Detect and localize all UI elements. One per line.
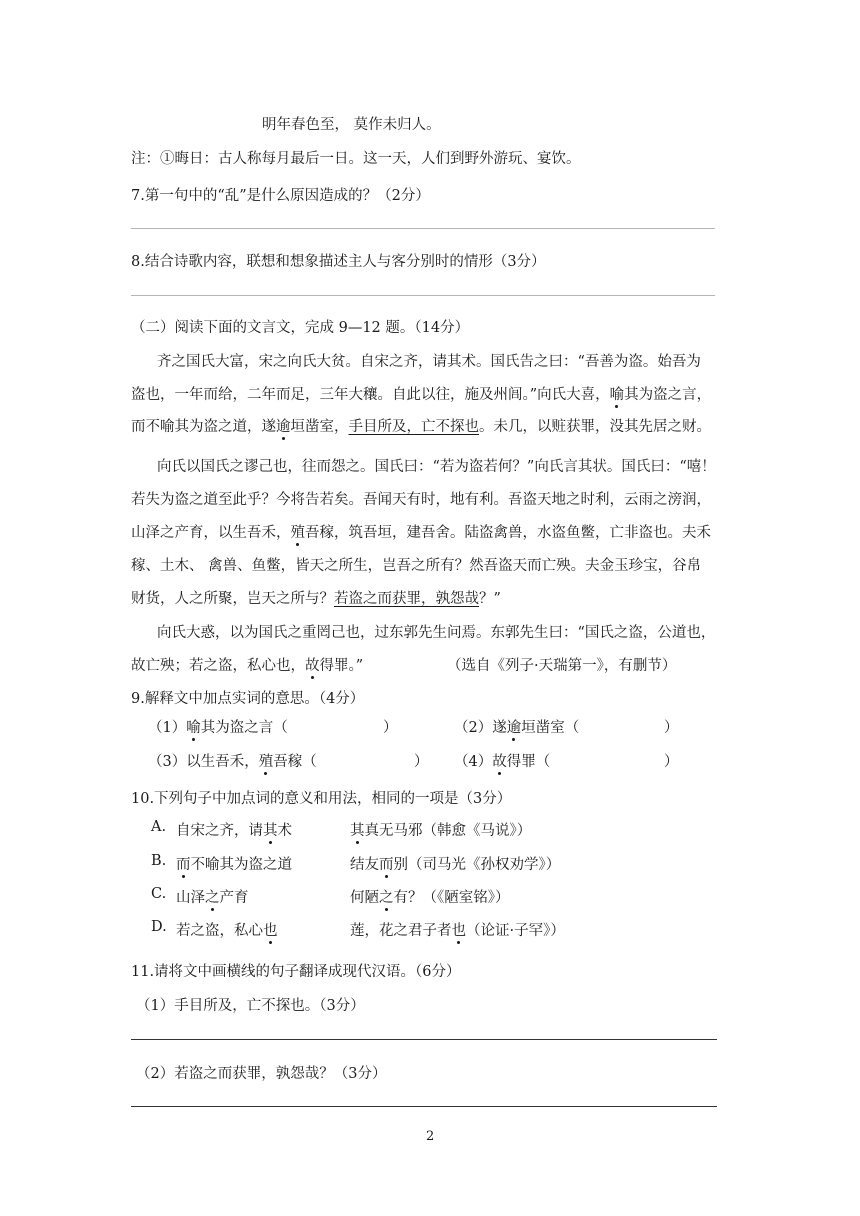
- question-8: 8.结合诗歌内容，联想和想象描述主人与客分别时的情形（3分）: [131, 254, 546, 270]
- dotted-word: 之: [205, 886, 220, 907]
- passage-source: （选自《列子·天瑞第一》，有删节）: [447, 658, 677, 674]
- page-number: 2: [426, 1129, 435, 1144]
- q10-option-left: 若之盗，私心也: [176, 919, 278, 940]
- q10-option-label: D.: [151, 919, 167, 935]
- passage-p2-line3: 山泽之产育，以生吾禾，殖吾稼，筑吾垣，建吾舍。陆盗禽兽，水盗鱼鳖，亡非盗也。夫禾: [131, 521, 711, 542]
- q11-sentence-2: （2）若盗之而获罪，孰怨哉？（3分）: [136, 1066, 387, 1082]
- q10-option-label: B.: [151, 853, 167, 869]
- answer-line-q11-2[interactable]: [131, 1106, 717, 1107]
- underlined-sentence-2: 若盗之而获罪，孰怨哉: [334, 591, 479, 607]
- poem-last-line: 明年春色至， 莫作未归人。: [262, 117, 441, 133]
- q9-item-2-close: ）: [664, 720, 679, 736]
- q10-option-label: A.: [151, 819, 167, 835]
- q10-option-right: 其真无马邪（韩愈《马说》）: [350, 819, 531, 840]
- poem-note: 注：①晦日：古人称每月最后一日。这一天，人们到野外游玩、宴饮。: [131, 151, 581, 167]
- passage-p2-line2: 若失为盗之道至此乎？今将告若矣。吾闻天有时，地有利。吾盗天地之时利，云雨之滂润，: [131, 492, 711, 508]
- dotted-word: 故: [305, 654, 320, 675]
- q10-option-label: C.: [151, 886, 167, 902]
- dotted-word: 而: [176, 853, 191, 874]
- passage-p1-line1: 齐之国氏大富，宋之向氏大贫。自宋之齐，请其术。国氏告之曰：“吾善为盗。始吾为: [157, 354, 701, 370]
- q10-option-right: 莲，花之君子者也（论证·子罕》）: [350, 919, 565, 940]
- q10-option-left: 而不喻其为盗之道: [176, 853, 292, 874]
- q10-option-right: 何陋之有？（《陋室铭》）: [350, 886, 510, 907]
- dotted-word: 逾: [507, 716, 522, 737]
- q9-item-3-close: ）: [414, 754, 429, 770]
- q10-option-left: 山泽之产育: [176, 886, 249, 907]
- q9-item-4-close: ）: [664, 754, 679, 770]
- dotted-word: 也: [452, 919, 467, 940]
- dotted-word: 殖: [259, 750, 274, 771]
- dotted-word: 喻: [610, 383, 625, 404]
- q10-option-right: 结友而别（司马光《孙权劝学》）: [350, 853, 560, 874]
- answer-line-q7[interactable]: [131, 228, 715, 229]
- question-10: 10.下列句子中加点词的意义和用法，相同的一项是（3分）: [131, 791, 512, 807]
- dotted-word: 其: [350, 819, 365, 840]
- dotted-word: 也: [263, 919, 278, 940]
- underlined-sentence-1: 手目所及，亡不探也: [348, 419, 479, 435]
- question-7: 7.第一句中的“乱”是什么原因造成的？（2分）: [131, 188, 430, 204]
- answer-line-q8[interactable]: [131, 295, 715, 296]
- section-2-heading: （二）阅读下面的文言文，完成 9—12 题。（14分）: [131, 320, 470, 336]
- q9-item-3: （3）以生吾禾，殖吾稼（: [148, 750, 317, 771]
- q11-sentence-1: （1）手目所及，亡不探也。（3分）: [136, 998, 365, 1014]
- passage-p1-line3: 而不喻其为盗之道，遂逾垣凿室，手目所及，亡不探也。未几，以赃获罪，没其先居之财。: [131, 415, 711, 436]
- question-9: 9.解释文中加点实词的意思。（4分）: [131, 691, 365, 707]
- dotted-word: 喻: [186, 716, 201, 737]
- q9-item-2: （2）遂逾垣凿室（: [454, 716, 579, 737]
- dotted-word: 其: [263, 819, 278, 840]
- passage-p2-line4: 稼、土木、 禽兽、鱼鳖，皆天之所生，岂吾之所有？然吾盗天而亡殃。夫金玉珍宝，谷帛: [131, 558, 702, 574]
- q9-item-1-close: ）: [383, 720, 398, 736]
- question-11: 11.请将文中画横线的句子翻译成现代汉语。（6分）: [131, 964, 461, 980]
- q9-item-4: （4）故得罪（: [454, 750, 550, 771]
- dotted-word: 之: [379, 886, 394, 907]
- passage-p3-line1: 向氏大惑，以为国氏之重罔己也，过东郭先生问焉。东郭先生曰：“国氏之盗，公道也，: [157, 625, 716, 641]
- dotted-word: 而: [379, 853, 394, 874]
- dotted-word: 殖: [291, 521, 306, 542]
- q10-option-left: 自宋之齐，请其术: [176, 819, 292, 840]
- dotted-word: 逾: [276, 415, 291, 436]
- dotted-word: 故: [492, 750, 507, 771]
- passage-p2-line1: 向氏以国氏之谬己也，往而怨之。国氏曰：“若为盗若何？”向氏言其状。国氏曰：“嘻！: [157, 459, 716, 475]
- q9-item-1: （1）喻其为盗之言（: [148, 716, 288, 737]
- answer-line-q11-1[interactable]: [131, 1039, 717, 1040]
- passage-p2-line5: 财货，人之所聚，岂天之所与？若盗之而获罪，孰怨哉？”: [131, 591, 501, 607]
- passage-p1-line2: 盗也，一年而给，二年而足，三年大穰。自此以往，施及州闾。”向氏大喜，喻其为盗之言，: [131, 383, 711, 404]
- passage-p3-line2: 故亡殃；若之盗，私心也，故得罪。”: [131, 654, 363, 675]
